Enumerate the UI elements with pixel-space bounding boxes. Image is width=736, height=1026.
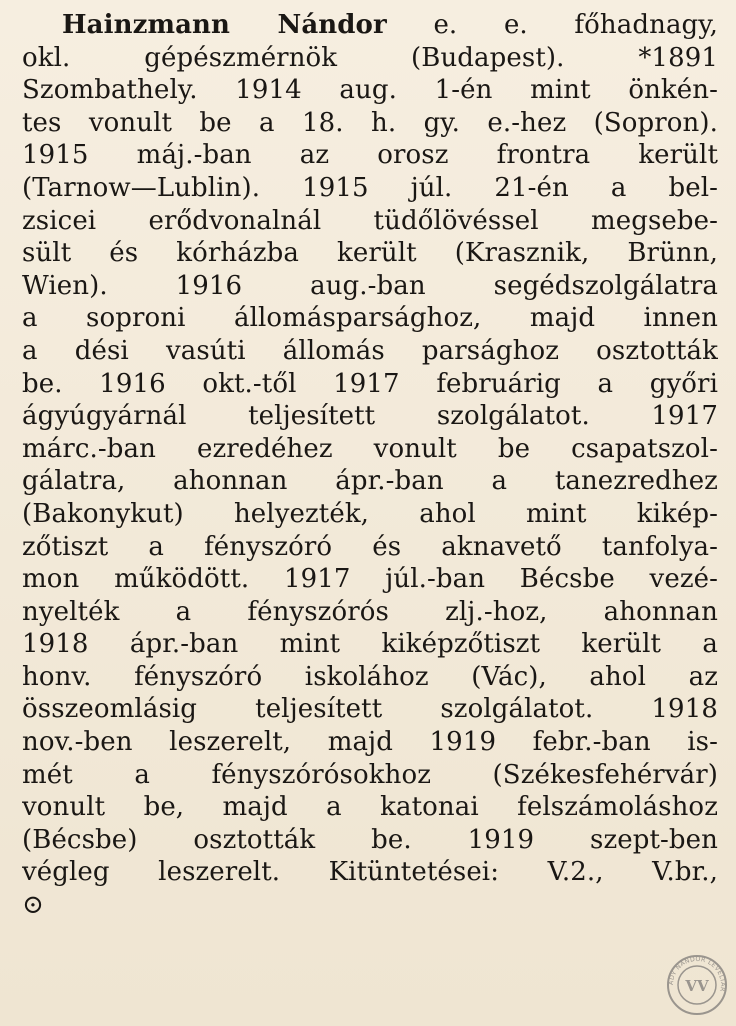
text-line-20: 1918 ápr.-ban mint kiképzőtiszt került a [22, 629, 718, 660]
stamp-ring-text: ADY NÁNDOR LEVÉLTÁR [667, 955, 727, 993]
text-line-17: zőtiszt a fényszóró és aknavető tanfolya- [22, 531, 718, 562]
person-name: Hainzmann Nándor [62, 10, 387, 40]
text-line-27: végleg leszerelt. Kitüntetései: V.2., V.br., [22, 857, 718, 888]
text-line-9: Wien). 1916 aug.-ban segédszolgálatra [22, 270, 718, 301]
text-line-21: honv. fényszóró iskolához (Vác), ahol az [22, 661, 718, 692]
biography-entry [22, 9, 718, 922]
circled-dot-mark: ⊙ [22, 890, 44, 921]
text-line-14: márc.-ban ezredéhez vonult be csapatszol- [22, 433, 718, 464]
archive-stamp-icon [666, 954, 728, 1016]
text-line-18: mon működött. 1917 júl.-ban Bécsbe vezé- [22, 564, 718, 595]
text-line-2: okl. gépészmérnök (Budapest). *1891 [22, 42, 718, 73]
text-line-24: mét a fényszórósokhoz (Székesfehérvár) [22, 759, 718, 790]
text-line-1 [22, 9, 718, 42]
text-line-12: be. 1916 okt.-től 1917 februárig a győri [22, 368, 718, 399]
text-line-8: sült és kórházba került (Krasznik, Brünn, [22, 238, 718, 269]
text-line-7: zsicei erődvonalnál tüdőlövéssel megsebe- [22, 205, 718, 236]
text-line-1-rest: e. e. főhadnagy, [386, 10, 718, 40]
text-line-25: vonult be, majd a katonai felszámoláshoz [22, 792, 718, 823]
text-line-10: a soproni állomásparsághoz, majd innen [22, 303, 718, 334]
text-line-19: nyelték a fényszórós zlj.-hoz, ahonnan [22, 596, 718, 627]
text-line-5: 1915 máj.-ban az orosz frontra került [22, 140, 718, 171]
text-line-13: ágyúgyárnál teljesített szolgálatot. 1917 [22, 401, 718, 432]
text-line-3: Szombathely. 1914 aug. 1-én mint önkén- [22, 75, 718, 106]
text-line-23: nov.-ben leszerelt, majd 1919 febr.-ban is- [22, 727, 718, 758]
text-line-15: gálatra, ahonnan ápr.-ban a tanezredhez [22, 466, 718, 497]
text-line-4: tes vonult be a 18. h. gy. e.-hez (Sopron). [22, 107, 718, 138]
text-line-11: a dési vasúti állomás parsághoz osztották [22, 335, 718, 366]
text-line-16: (Bakonykut) helyezték, ahol mint kikép- [22, 498, 718, 529]
stamp-monogram: VV [685, 977, 709, 995]
text-line-6: (Tarnow—Lublin). 1915 júl. 21-én a bel- [22, 172, 718, 203]
text-line-22: összeomlásig teljesített szolgálatot. 1918 [22, 694, 718, 725]
text-line-26: (Bécsbe) osztották be. 1919 szept-ben [22, 824, 718, 855]
